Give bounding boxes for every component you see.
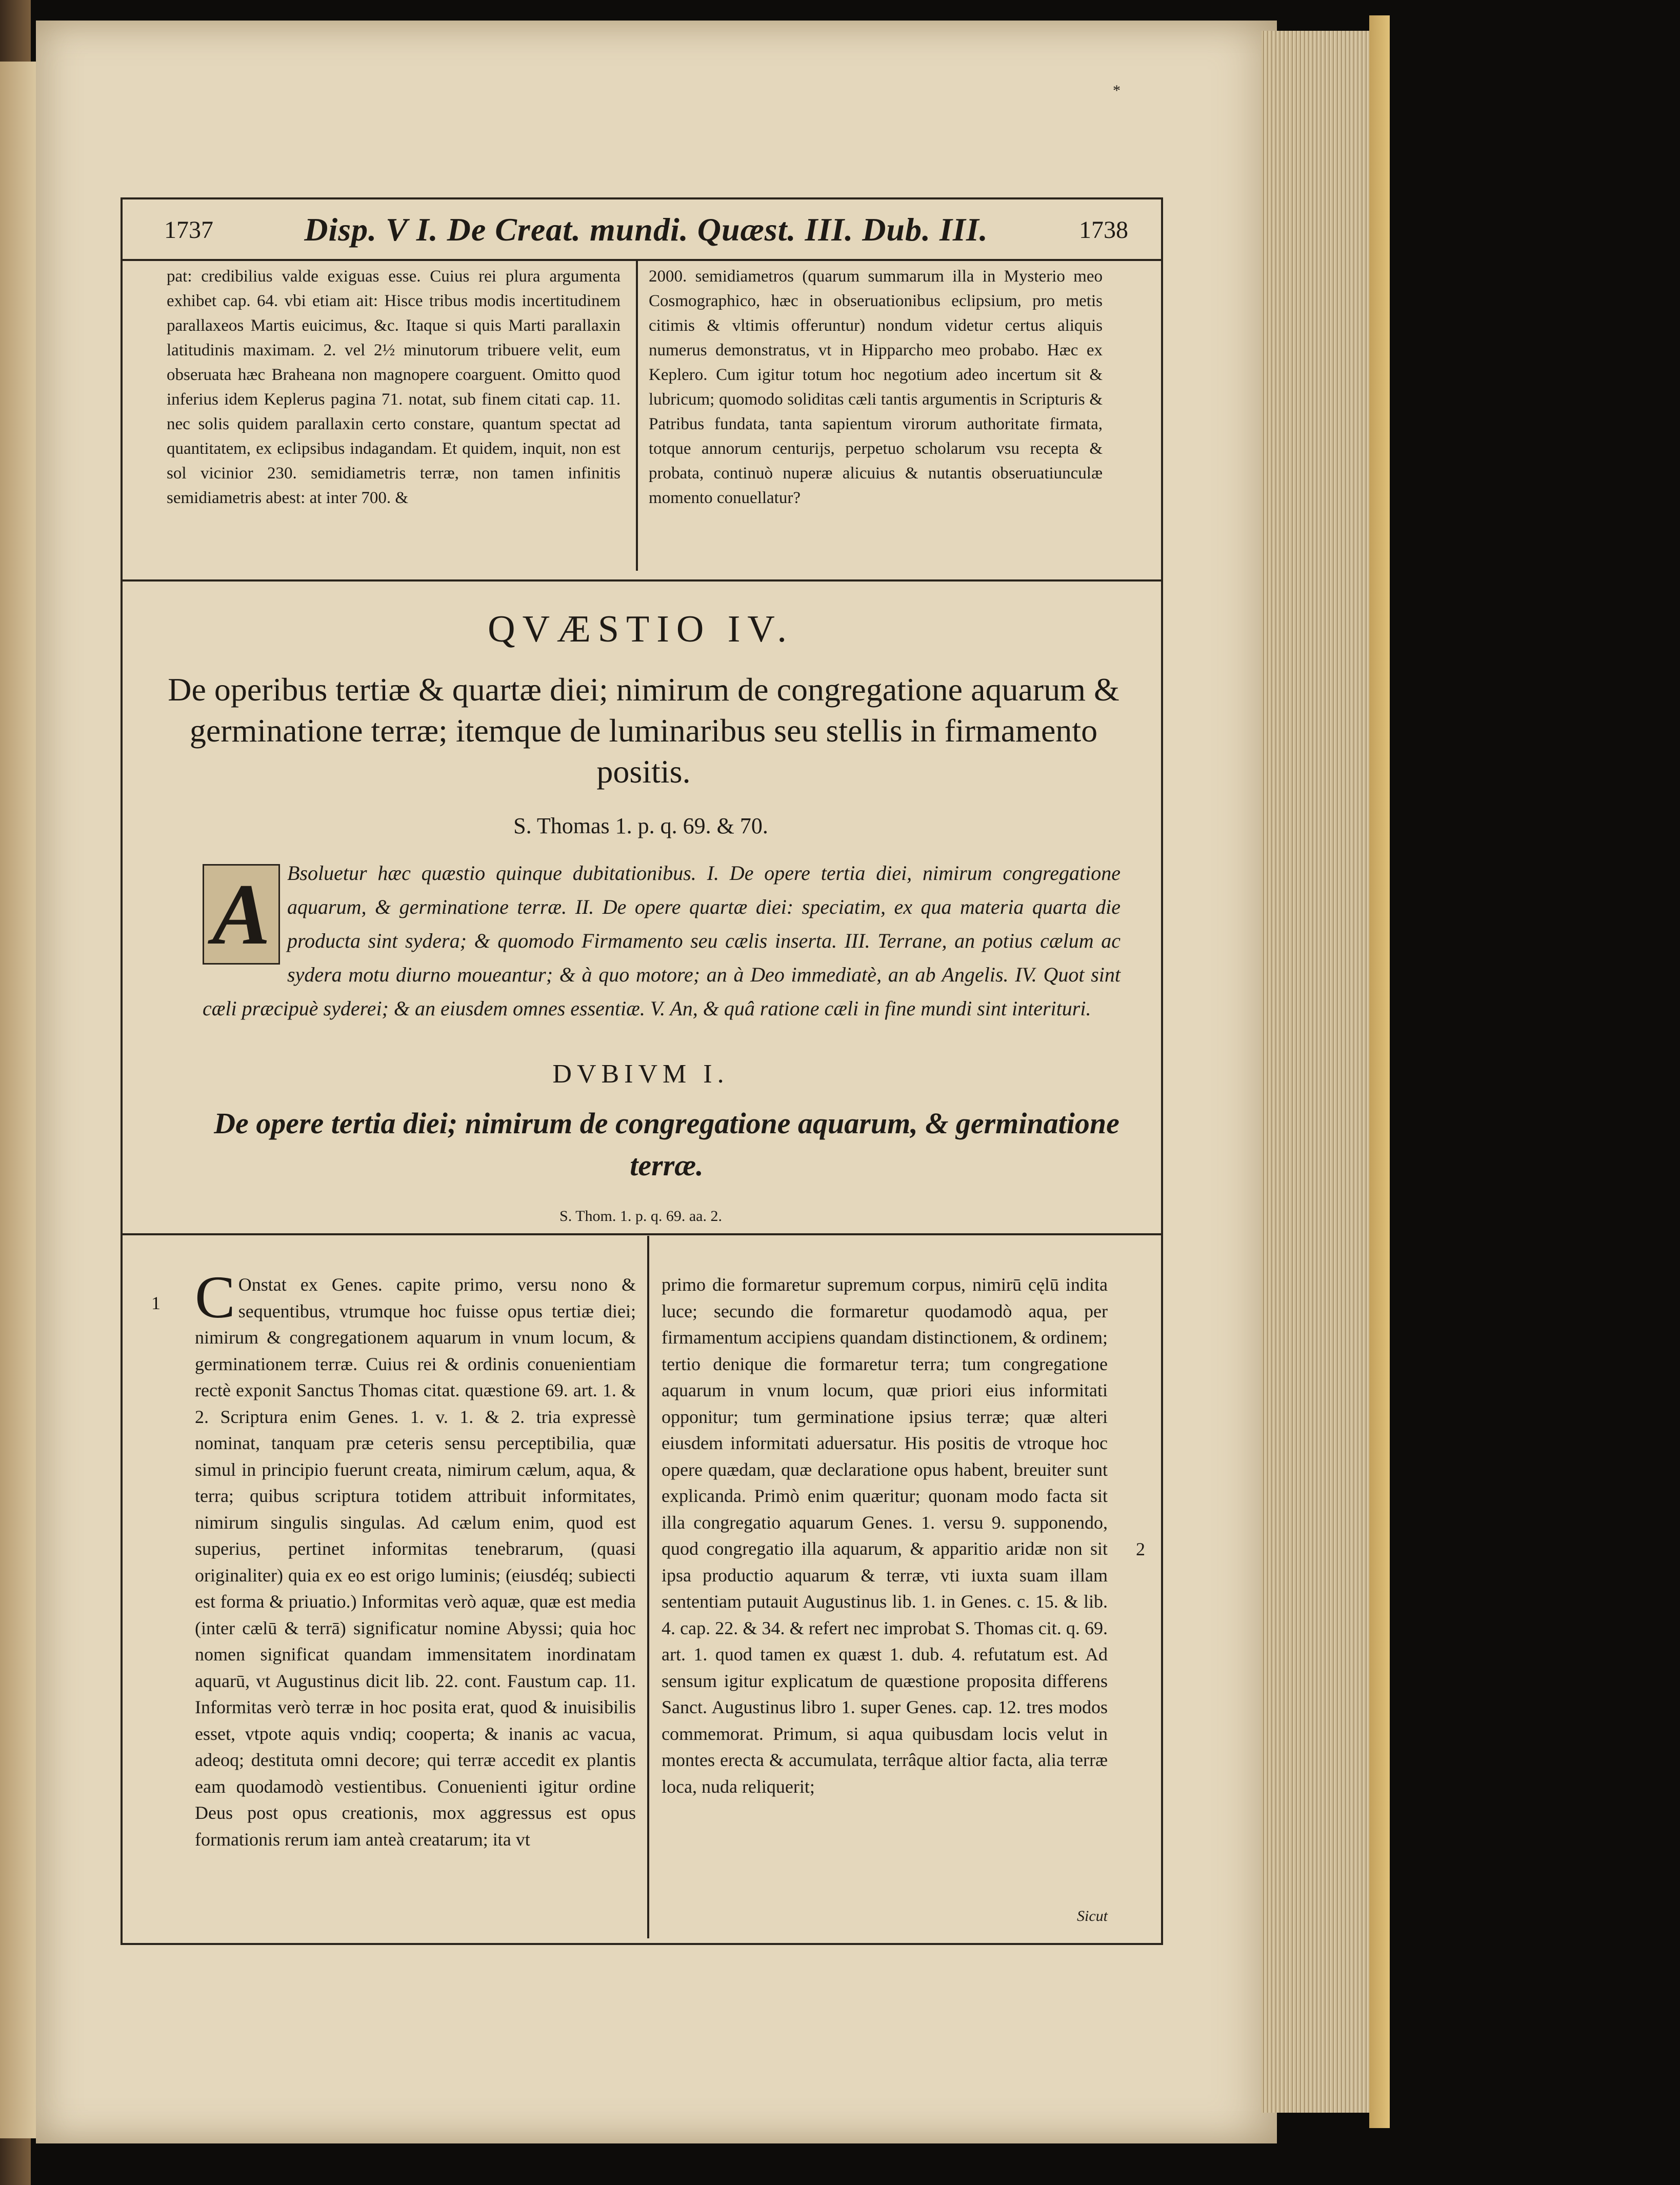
book-cover-edge [1369, 15, 1390, 2128]
running-title: Disp. V I. De Creat. mundi. Quæst. III. Dub. III. [304, 211, 988, 248]
top-right-text: 2000. semidiametros (quarum summarum illa in Mysterio meo Cosmographico, hæc in obseruationibus eclipsium, pro metis citimis & vltimis offeruntur) nondum videtur certus aliquis numerus demonstratus, vt in Hipparcho meo probabo. Hæc ex Keplero. Cum igitur totum hoc negotium adeo incertum sit & lubricum; quomodo soliditas cæli tantis argumentis in Scripturis & Patribus fundata, tanta sapientum virorum authoritate firmata, totque annorum centurijs, perpetuo scholarum vsu recepta & probata, continuò nuperæ alicuius & nutantis obseruatiunculæ momento conuellatur? [649, 267, 1103, 507]
running-head [164, 199, 1128, 260]
dropcap-spacer [203, 856, 287, 959]
column-divider-bottom [647, 1236, 649, 1938]
ink-mark: * [1113, 82, 1121, 99]
top-left-column [167, 264, 621, 510]
quaestio-intro [203, 856, 1121, 1026]
column-divider-top [636, 260, 638, 571]
body-right-column [662, 1272, 1108, 1800]
catchword: Sicut [1077, 1908, 1108, 1925]
dubium-title: De opere tertia diei; nimirum de congregatione aquarum, & germinatione terræ. [214, 1107, 1119, 1182]
margin-number-1: 1 [151, 1293, 161, 1313]
page-stack-edge [1262, 31, 1369, 2113]
quaestio-intro-text: Bsoluetur hæc quæstio quinque dubitationibus. I. De opere tertia diei, nimirum congregatione aquarum, & germinatione terræ. II. De opere quartæ diei: speciatim, ex qua materia quarta die producta sint sydera; & quomodo Firmamento seu cælis inserta. III. Terrane, an potius cælum ac sydera motu diurno moueantur; & à quo motore; an à Deo immediatè, an ab Angelis. IV. Quot sint cæli præcipuè syderei; & an eiusdem omnes essentiæ. V. An, & quâ ratione cæli in fine mundi sint interituri. [203, 861, 1121, 1020]
quaestio-subtitle: De operibus tertiæ & quartæ diei; nimirum de congregatione aquarum & germinatione terræ; itemque de luminaribus seu stellis in firmamento positis. [168, 671, 1119, 790]
dubium-source: S. Thom. 1. p. q. 69. aa. 2. [559, 1208, 722, 1225]
body-right-text: primo die formaretur supremum corpus, nimirū cęlū indita luce; secundo die formaretur quodamodò aqua, per firmamentum accipiens quandam distinctionem, & ordinem; tertio denique die formaretur terra; tum congregatione aquarum in vnum locum, quæ priori eius informitati opponitur; tum germinatione ipsius terræ; quæ alteri eiusdem informitati aduersatur. His positis de vtroque hoc opere quædam, quæ declaratione opus habent, breuiter sunt explicanda. Primò enim quæritur; quonam modo facta sit illa congregatio aquarum Genes. 1. versu 9. supponendo, quod congregatio illa aquarum, & apparitio aridæ non sit ipsa productio aquarum & terræ, vti iuxta suam illam sententiam putauit Augustinus lib. 1. in Genes. c. 15. & lib. 4. cap. 22. & 34. & refert nec improbat S. Thomas cit. q. 69. art. 1. quod tamen ex quæst 1. dub. 4. refutatum est. Ad sensum igitur explicatum de quæstione proposita differens Sanct. Augustinus libro 1. super Genes. cap. 12. tres modos commemorat. Primum, si aqua quibusdam locis velut in montes erecta & accumulata, terrâque altior facta, alia terræ loca, nuda reliquerit; [662, 1274, 1108, 1797]
initial-c: C [195, 1264, 235, 1331]
decorative-initial-a: A [203, 864, 280, 965]
section-rule-bottom [121, 1233, 1161, 1235]
section-rule-top [121, 579, 1161, 582]
margin-number-2: 2 [1136, 1539, 1145, 1559]
previous-page-edge [0, 62, 36, 2138]
quaestio-title: QVÆSTIO IV. [488, 608, 794, 650]
body-left-text: Onstat ex Genes. capite primo, versu nono & sequentibus, vtrumque hoc fuisse opus tertiæ diei; nimirum & congregationem aquarum in vnum locum, & germinationem terræ. Cuius rei & ordinis conuenientiam rectè exponit Sanctus Thomas citat. quæstione 69. art. 1. & 2. Scriptura enim Genes. 1. v. 1. & 2. tria expressè nominat, tanquam præ ceteris sensu perceptibilia, quæ simul in principio fuerunt creata, nimirum cælum, aqua, & terra; quibus scriptura totidem attribuit informitates, nimirum singulis singulas. Ad cælum enim, quod est superius, pertinet informitas tenebrarum, (quasi originaliter) quia ex eo est origo luminis; (eiusdéq; subiecti est forma & priuatio.) Informitas verò aquæ, quæ est media (inter cælū & terrā) significatur nomine Abyssi; quia hoc nomen significat quandam immensitatem inordinatam aquarū, vt Augustinus dicit lib. 22. cont. Faustum cap. 11. Informitas verò terræ in hoc posita erat, quod & inuisibilis esset, vtpote aquis vndiq; cooperta; & inanis ac vacua, adeoq; destituta omni decore; qui terræ accedit ex plantis eam quodamodò vestientibus. Conuenienti igitur ordine Deus post opus creationis, mox aggressus est opus formationis rerum iam anteà creatarum; ita vt [195, 1274, 636, 1850]
header-rule [121, 259, 1161, 261]
top-left-text: pat: credibilius valde exiguas esse. Cuius rei plura argumenta exhibet cap. 64. vbi etiam ait: Hisce tribus modis incertitudinem parallaxeos Martis euicimus, &c. Itaque si quis Marti parallaxin latitudinis maximam. 2. vel 2½ minutorum tribuere velit, eum obseruata hæc Braheana non magnopere coarguent. Omitto quod inferius idem Keplerus pagina 71. notat, sub finem citati cap. 11. nec solis quidem parallaxin certo constare, quantum spectat ad quantitatem, ex eclipsibus indagandam. Et quidem, inquit, non est sol vicinior 230. semidiametris terræ, non tamen infinitis semidiametris abest: at inter 700. & [167, 267, 621, 507]
left-page-number: 1737 [164, 216, 213, 244]
dubium-label: DVBIVM I. [552, 1059, 729, 1089]
right-page-number: 1738 [1079, 216, 1128, 244]
body-left-column [195, 1264, 636, 1853]
quaestio-source: S. Thomas 1. p. q. 69. & 70. [513, 813, 768, 838]
top-right-column [649, 264, 1103, 510]
